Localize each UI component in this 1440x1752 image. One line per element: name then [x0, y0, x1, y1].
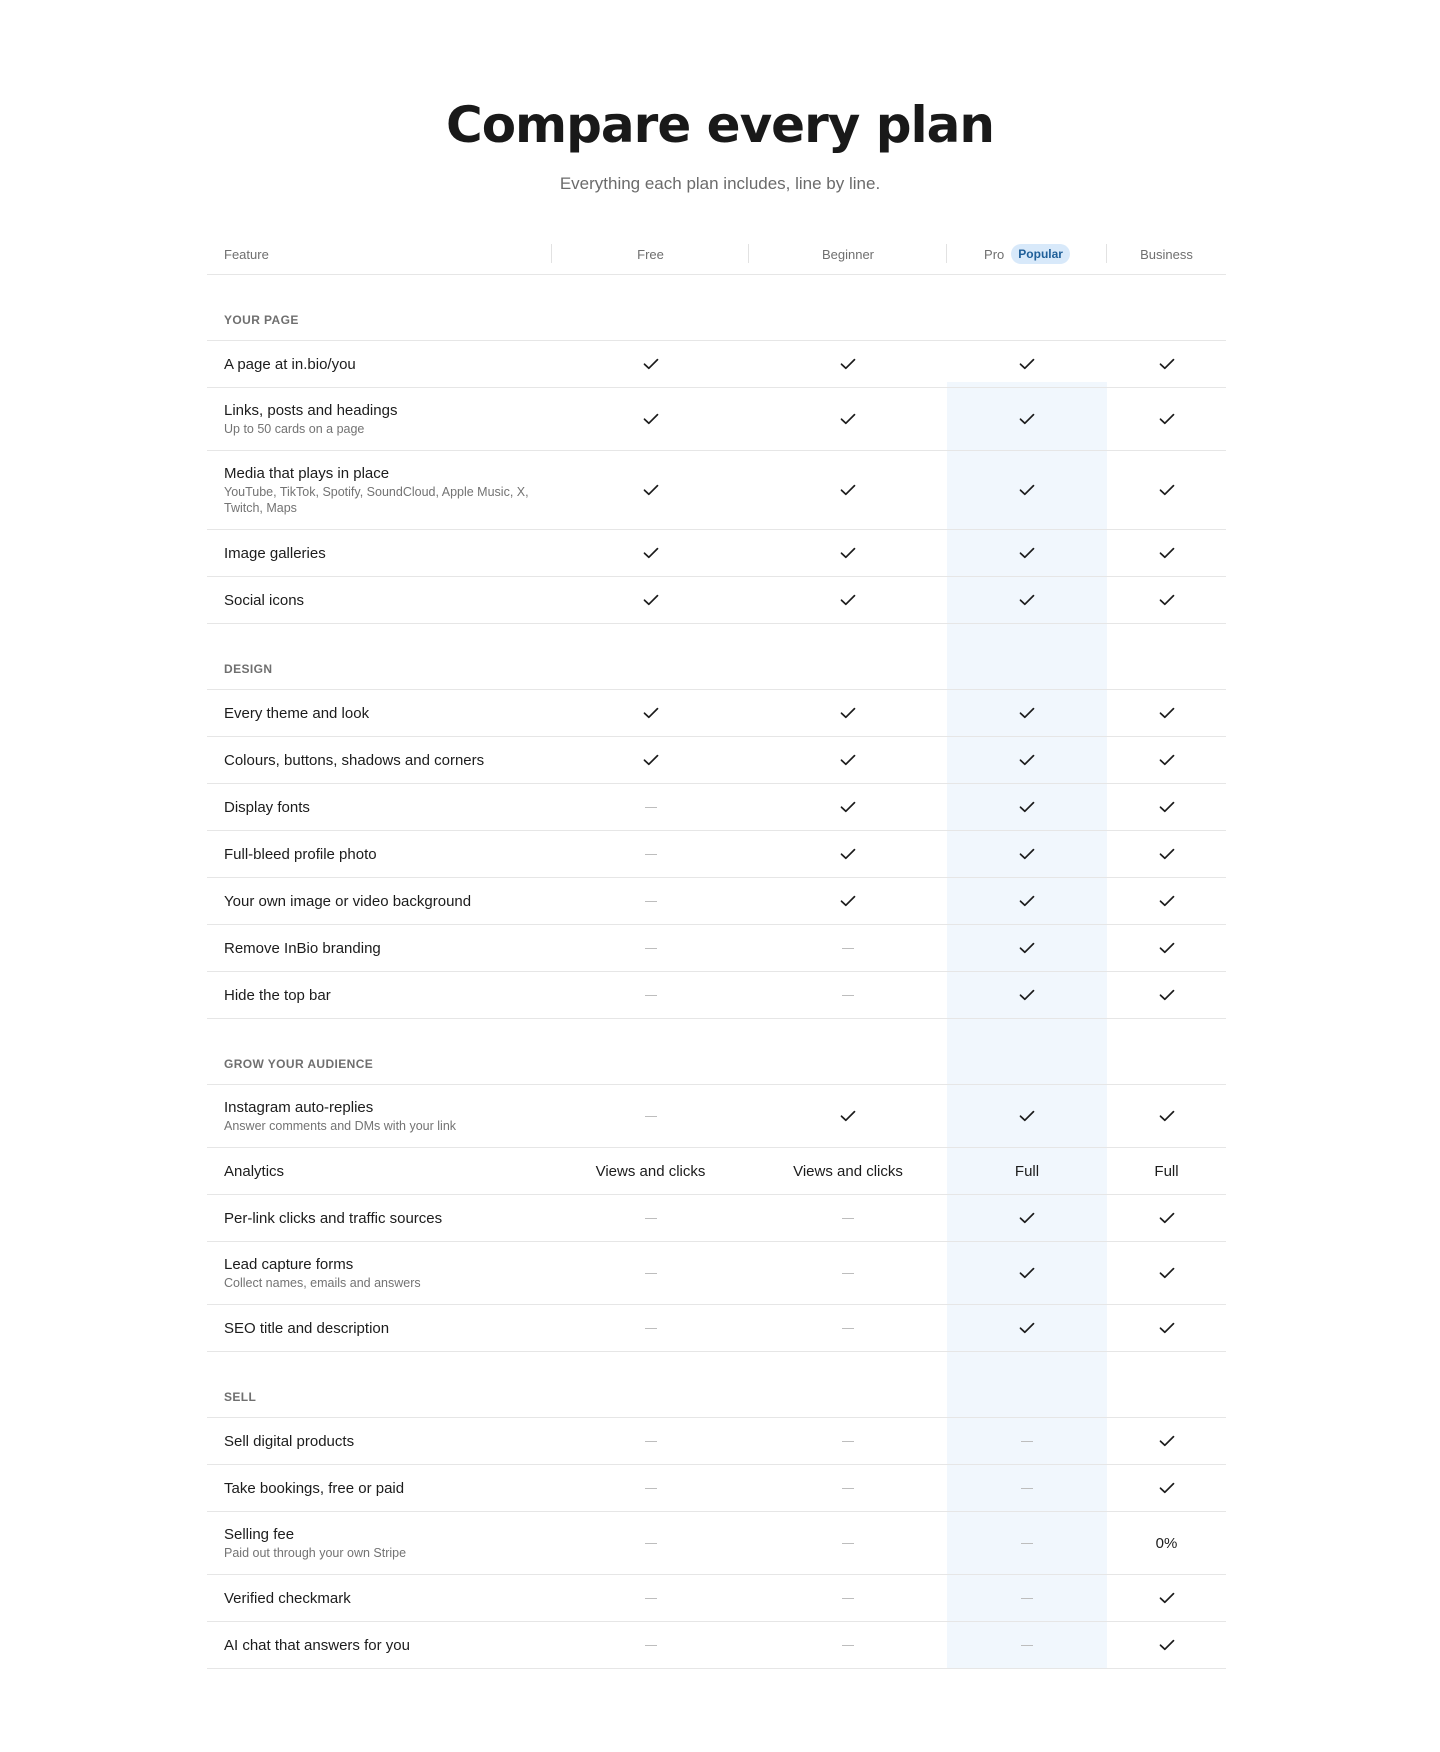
value-cell-business — [1107, 577, 1226, 623]
value-cell-pro — [947, 1305, 1107, 1351]
value-cell-beginner — [749, 1465, 947, 1511]
feature-cell — [224, 1418, 544, 1464]
value-cell-beginner — [749, 530, 947, 576]
table-row — [207, 1195, 1226, 1242]
feature-name: Take bookings, free or paid — [224, 1479, 405, 1497]
feature-name: Remove InBio branding — [224, 939, 381, 957]
value-cell-pro — [947, 878, 1107, 924]
check-icon — [840, 594, 856, 606]
check-icon — [1159, 547, 1175, 559]
check-icon — [1159, 895, 1175, 907]
table-row — [207, 530, 1226, 577]
feature-cell — [224, 831, 544, 877]
feature-name: Lead capture forms — [224, 1256, 354, 1273]
section-header — [207, 1019, 1226, 1085]
table-row — [207, 1465, 1226, 1512]
value-cell-free — [552, 972, 749, 1018]
feature-cell — [224, 737, 544, 783]
value-cell-free — [552, 831, 749, 877]
dash-icon — [645, 901, 657, 902]
feature-name: Colours, buttons, shadows and corners — [224, 751, 485, 769]
value-cell-free — [552, 451, 749, 529]
check-icon — [643, 413, 659, 425]
feature-cell — [224, 925, 544, 971]
section-header — [207, 624, 1226, 690]
table-header — [207, 234, 1226, 275]
value-cell-pro — [947, 972, 1107, 1018]
feature-cell — [224, 341, 544, 387]
value-cell-pro — [947, 1085, 1107, 1147]
value-cell-pro — [947, 690, 1107, 736]
feature-name: Display fonts — [224, 798, 310, 816]
value-cell-beginner — [749, 577, 947, 623]
feature-description: Collect names, emails and answers — [224, 1276, 421, 1290]
dash-icon — [842, 1488, 854, 1489]
check-icon — [1019, 848, 1035, 860]
value-cell-pro — [947, 1465, 1107, 1511]
check-icon — [840, 358, 856, 370]
value-cell-pro — [947, 341, 1107, 387]
dash-icon — [645, 995, 657, 996]
dash-icon — [645, 948, 657, 949]
value-cell-beginner — [749, 831, 947, 877]
check-icon — [840, 1110, 856, 1122]
check-icon — [840, 413, 856, 425]
table-row — [207, 388, 1226, 451]
column-header-feature: Feature — [224, 246, 269, 262]
check-icon — [1159, 1212, 1175, 1224]
value-cell-pro — [947, 1622, 1107, 1668]
dash-icon — [645, 1441, 657, 1442]
table-row — [207, 1418, 1226, 1465]
check-icon — [1019, 801, 1035, 813]
value-text-beginner: Views and clicks — [793, 1162, 903, 1180]
feature-cell — [224, 388, 544, 450]
feature-cell — [224, 878, 544, 924]
value-cell-business — [1107, 1195, 1226, 1241]
dash-icon — [645, 854, 657, 855]
value-cell-beginner — [749, 690, 947, 736]
value-cell-business — [1107, 878, 1226, 924]
value-cell-business — [1107, 1305, 1226, 1351]
feature-name: Image galleries — [224, 544, 326, 562]
table-row — [207, 1305, 1226, 1352]
value-cell-beginner — [749, 878, 947, 924]
check-icon — [1159, 754, 1175, 766]
check-icon — [643, 358, 659, 370]
check-icon — [1019, 942, 1035, 954]
check-icon — [840, 707, 856, 719]
check-icon — [1019, 413, 1035, 425]
check-icon — [1159, 484, 1175, 496]
feature-name: Instagram auto-replies — [224, 1099, 374, 1116]
check-icon — [1019, 1110, 1035, 1122]
check-icon — [1019, 989, 1035, 1001]
check-icon — [1019, 1212, 1035, 1224]
check-icon — [643, 547, 659, 559]
feature-name: SEO title and description — [224, 1319, 390, 1337]
feature-cell — [224, 1195, 544, 1241]
table-row — [207, 1085, 1226, 1148]
dash-icon — [842, 1441, 854, 1442]
feature-description: Answer comments and DMs with your link — [224, 1119, 457, 1133]
dash-icon — [842, 1273, 854, 1274]
feature-name: Selling fee — [224, 1526, 295, 1543]
dash-icon — [645, 1645, 657, 1646]
value-cell-business — [1107, 451, 1226, 529]
section-title: YOUR PAGE — [224, 313, 299, 327]
column-header-business: Business — [1140, 246, 1193, 262]
section-title: GROW YOUR AUDIENCE — [224, 1057, 374, 1071]
table-row — [207, 1512, 1226, 1575]
value-cell-free — [552, 530, 749, 576]
comparison-table — [207, 234, 1226, 1669]
value-cell-free — [552, 577, 749, 623]
feature-name: Analytics — [224, 1162, 285, 1180]
column-header-pro-label: Pro — [984, 246, 1005, 262]
feature-name: Per-link clicks and traffic sources — [224, 1209, 443, 1227]
feature-cell — [224, 530, 544, 576]
check-icon — [1159, 1639, 1175, 1651]
feature-cell — [224, 577, 544, 623]
value-cell-business — [1107, 690, 1226, 736]
feature-name: Sell digital products — [224, 1432, 355, 1450]
value-cell-business — [1107, 831, 1226, 877]
value-cell-beginner — [749, 925, 947, 971]
value-cell-business — [1107, 972, 1226, 1018]
value-cell-free — [552, 341, 749, 387]
value-cell-beginner — [749, 1512, 947, 1574]
section-title: SELL — [224, 1390, 257, 1404]
value-cell-free — [552, 878, 749, 924]
feature-cell — [224, 972, 544, 1018]
value-cell-pro — [947, 1418, 1107, 1464]
feature-description: Up to 50 cards on a page — [224, 422, 365, 436]
value-cell-free — [552, 737, 749, 783]
value-cell-free — [552, 690, 749, 736]
section-title: DESIGN — [224, 662, 273, 676]
check-icon — [1019, 895, 1035, 907]
feature-name: Social icons — [224, 591, 305, 609]
value-cell-pro — [947, 1195, 1107, 1241]
value-cell-free — [552, 388, 749, 450]
popular-badge: Popular — [1011, 244, 1070, 264]
check-icon — [1159, 848, 1175, 860]
feature-name: Links, posts and headings — [224, 402, 398, 419]
value-cell-business — [1107, 1465, 1226, 1511]
value-cell-beginner — [749, 1305, 947, 1351]
feature-cell — [224, 1148, 544, 1194]
value-cell-business — [1107, 737, 1226, 783]
feature-description: Paid out through your own Stripe — [224, 1546, 407, 1560]
check-icon — [1159, 989, 1175, 1001]
value-cell-business — [1107, 784, 1226, 830]
check-icon — [840, 547, 856, 559]
value-cell-business — [1107, 1242, 1226, 1304]
feature-cell — [224, 690, 544, 736]
table-row — [207, 831, 1226, 878]
feature-cell — [224, 1512, 544, 1574]
table-row — [207, 1575, 1226, 1622]
value-cell-free — [552, 1418, 749, 1464]
value-cell-pro — [947, 1512, 1107, 1574]
value-cell-beginner — [749, 1242, 947, 1304]
value-cell-pro — [947, 1575, 1107, 1621]
value-cell-pro — [947, 451, 1107, 529]
value-cell-beginner — [749, 1085, 947, 1147]
table-row — [207, 737, 1226, 784]
value-cell-business — [1107, 1575, 1226, 1621]
feature-cell — [224, 1575, 544, 1621]
page-subtitle: Everything each plan includes, line by line. — [559, 174, 881, 193]
feature-cell — [224, 784, 544, 830]
table-row — [207, 1148, 1226, 1195]
value-cell-pro — [947, 388, 1107, 450]
table-row — [207, 451, 1226, 530]
value-cell-free — [552, 1512, 749, 1574]
check-icon — [1159, 1267, 1175, 1279]
check-icon — [1159, 1482, 1175, 1494]
check-icon — [643, 754, 659, 766]
feature-name: Media that plays in place — [224, 465, 390, 482]
check-icon — [1019, 1322, 1035, 1334]
dash-icon — [645, 1218, 657, 1219]
dash-icon — [645, 1543, 657, 1544]
feature-name: Verified checkmark — [224, 1589, 351, 1607]
check-icon — [1159, 594, 1175, 606]
feature-name: Full-bleed profile photo — [224, 845, 377, 863]
value-cell-pro — [947, 737, 1107, 783]
check-icon — [840, 801, 856, 813]
table-row — [207, 878, 1226, 925]
column-header-free: Free — [637, 246, 664, 262]
dash-icon — [842, 1543, 854, 1544]
table-body — [207, 275, 1226, 1669]
value-text-business: Full — [1154, 1162, 1179, 1180]
value-cell-beginner — [749, 784, 947, 830]
value-cell-pro — [947, 784, 1107, 830]
dash-icon — [1021, 1488, 1033, 1489]
feature-name: Your own image or video background — [224, 892, 472, 910]
column-header-pro — [947, 234, 1107, 274]
feature-cell — [224, 1305, 544, 1351]
dash-icon — [842, 1218, 854, 1219]
dash-icon — [645, 1116, 657, 1117]
value-cell-free — [552, 1465, 749, 1511]
check-icon — [643, 484, 659, 496]
check-icon — [1159, 1592, 1175, 1604]
table-row — [207, 577, 1226, 624]
value-cell-pro — [947, 925, 1107, 971]
dash-icon — [645, 1273, 657, 1274]
check-icon — [643, 707, 659, 719]
check-icon — [1019, 1267, 1035, 1279]
feature-cell — [224, 1465, 544, 1511]
value-cell-beginner — [749, 341, 947, 387]
value-cell-pro — [947, 1242, 1107, 1304]
dash-icon — [842, 1645, 854, 1646]
value-cell-beginner — [749, 1622, 947, 1668]
table-row — [207, 925, 1226, 972]
table-row — [207, 972, 1226, 1019]
check-icon — [1019, 754, 1035, 766]
value-cell-beginner — [749, 1575, 947, 1621]
check-icon — [1019, 594, 1035, 606]
check-icon — [1159, 1322, 1175, 1334]
dash-icon — [842, 1328, 854, 1329]
feature-name: Hide the top bar — [224, 986, 331, 1004]
check-icon — [1159, 358, 1175, 370]
feature-cell — [224, 1085, 544, 1147]
check-icon — [1159, 801, 1175, 813]
check-icon — [643, 594, 659, 606]
value-cell-beginner — [749, 451, 947, 529]
dash-icon — [1021, 1645, 1033, 1646]
value-cell-business — [1107, 530, 1226, 576]
dash-icon — [1021, 1543, 1033, 1544]
value-cell-free — [552, 1242, 749, 1304]
check-icon — [1019, 484, 1035, 496]
value-cell-pro — [947, 831, 1107, 877]
table-row — [207, 1622, 1226, 1669]
check-icon — [840, 848, 856, 860]
value-cell-beginner — [749, 388, 947, 450]
feature-cell — [224, 1242, 544, 1304]
feature-name: AI chat that answers for you — [224, 1636, 410, 1654]
check-icon — [1159, 942, 1175, 954]
feature-cell — [224, 1622, 544, 1668]
check-icon — [840, 754, 856, 766]
value-cell-beginner — [749, 1195, 947, 1241]
value-cell-free — [552, 784, 749, 830]
dash-icon — [645, 807, 657, 808]
dash-icon — [1021, 1441, 1033, 1442]
dash-icon — [842, 1598, 854, 1599]
check-icon — [1159, 1435, 1175, 1447]
dash-icon — [842, 948, 854, 949]
value-cell-business — [1107, 1622, 1226, 1668]
dash-icon — [645, 1488, 657, 1489]
value-cell-free — [552, 925, 749, 971]
check-icon — [1159, 413, 1175, 425]
page-title: Compare every plan — [446, 96, 994, 154]
value-cell-pro — [947, 530, 1107, 576]
value-cell-business — [1107, 388, 1226, 450]
table-row — [207, 1242, 1226, 1305]
value-text-pro: Full — [1014, 1162, 1040, 1180]
check-icon — [840, 484, 856, 496]
value-cell-free — [552, 1575, 749, 1621]
value-cell-business — [1107, 1418, 1226, 1464]
value-cell-business — [1107, 1085, 1226, 1147]
value-cell-business — [1107, 341, 1226, 387]
value-cell-free — [552, 1305, 749, 1351]
value-cell-beginner — [749, 737, 947, 783]
dash-icon — [645, 1328, 657, 1329]
check-icon — [1019, 547, 1035, 559]
dash-icon — [645, 1598, 657, 1599]
value-text-business: 0% — [1155, 1534, 1178, 1552]
feature-description: YouTube, TikTok, Spotify, SoundCloud, Apple Music, X, Twitch, Maps — [224, 485, 529, 515]
value-cell-pro — [947, 577, 1107, 623]
value-cell-free — [552, 1085, 749, 1147]
table-row — [207, 690, 1226, 737]
feature-cell — [224, 451, 544, 529]
feature-name: Every theme and look — [224, 704, 370, 722]
check-icon — [1159, 1110, 1175, 1122]
column-header-beginner: Beginner — [821, 246, 875, 262]
check-icon — [840, 895, 856, 907]
value-text-free: Views and clicks — [595, 1162, 706, 1180]
value-cell-free — [552, 1195, 749, 1241]
value-cell-business — [1107, 925, 1226, 971]
check-icon — [1019, 707, 1035, 719]
section-header — [207, 275, 1226, 341]
section-header — [207, 1352, 1226, 1418]
feature-name: A page at in.bio/you — [224, 355, 356, 373]
value-cell-beginner — [749, 972, 947, 1018]
table-row — [207, 341, 1226, 388]
check-icon — [1019, 358, 1035, 370]
value-cell-free — [552, 1622, 749, 1668]
check-icon — [1159, 707, 1175, 719]
dash-icon — [1021, 1598, 1033, 1599]
dash-icon — [842, 995, 854, 996]
value-cell-beginner — [749, 1418, 947, 1464]
table-row — [207, 784, 1226, 831]
